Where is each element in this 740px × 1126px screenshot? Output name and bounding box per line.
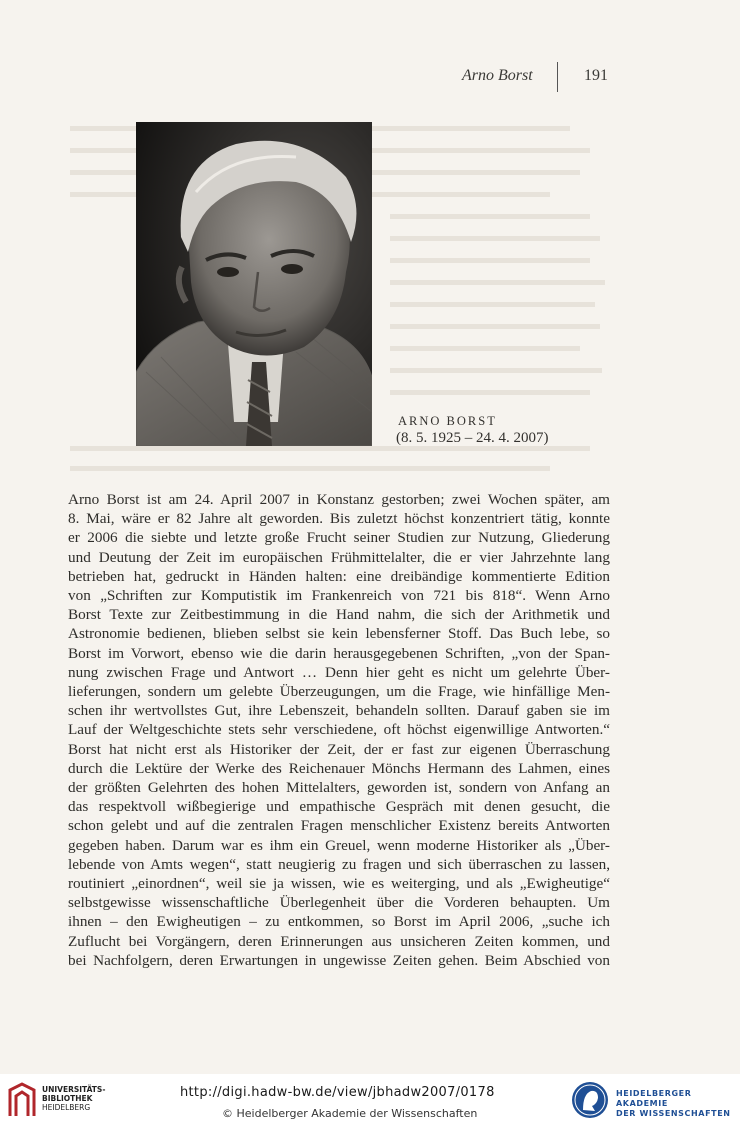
body-line: bei Nachfolgern, deren Erwartungen in ungewisse Zeiten gehen. Beim Abschied von [68,951,610,969]
body-line: Lauf der Weltgeschichte stets sehr verschiedene, oft höchst eigenwillige Antworten.“ [68,721,610,739]
body-line: ihnen – den Ewigheutigen – zu entkommen, so Borst im April 2006, „suche ich [68,913,610,931]
body-line: lebende von Amts wegen“, statt neugierig zu fragen und sich überraschen zu lassen, [68,855,610,873]
academy-seal-icon[interactable] [571,1080,609,1120]
body-line: Arno Borst ist am 24. April 2007 in Konstanz gestorben; zwei Wochen später, am [68,491,610,508]
copyright-notice: © Heidelberger Akademie der Wissenschaften [222,1107,478,1120]
body-line: Zuflucht bei Vorgängern, deren Erinnerungen aus unsicheren Zeiten kommen, und [68,932,610,950]
body-line: schen ihr wertvollstes Gut, ihre Lebenszeit, behandeln sollten. Darauf gaben sie im [68,702,610,720]
body-line: gegeben haben. Darum war es ihm ein Greuel, wenn moderne Historiker als „Über- [68,836,610,854]
body-line: selbstgewisse wissenschaftliche Überlegenheit über die Vorderen behaupten. Um [68,894,610,912]
portrait-photo [136,122,372,446]
body-line: das respektvoll wißbegierige und empathische Gespräch mit denen gesucht, die [68,798,610,816]
caption-name: ARNO BORST [398,414,497,428]
university-library-name[interactable] [42,1085,105,1112]
library-line: UNIVERSITÄTS- [42,1085,106,1094]
caption-dates: (8. 5. 1925 – 24. 4. 2007) [396,430,549,446]
body-line: von „Schriften zur Komputistik im Frankenreich von 721 bis 818“. Wenn Arno [68,587,610,605]
footer-bar [0,1074,740,1126]
body-line: Borst Texte zur Zeitbestimmung in die Hand nahm, die sich der Arithmetik und [68,606,610,624]
body-line: lieferungen, sondern um gelebte Überzeugungen, um die Frage, wie hinfällige Men- [68,683,610,701]
academy-line: DER WISSENSCHAFTEN [616,1109,731,1118]
permalink-url[interactable]: http://digi.hadw-bw.de/view/jbhadw2007/0178 [180,1085,495,1100]
page-number: 191 [584,67,608,84]
library-line: BIBLIOTHEK [42,1094,93,1103]
body-line: der größten Gelehrten des hohen Mittelalters, geworden ist, sondern von Anfang an [68,779,610,797]
body-line: schon gelebt und auf die zentralen Fragen menschlicher Existenz bereits Antworten [68,817,610,835]
body-line: 8. Mai, wäre er 82 Jahre alt geworden. Bis zuletzt höchst konzentriert tätig, konnte [68,510,610,528]
academy-name[interactable] [616,1089,740,1119]
body-line: durch die Lektüre der Werke des Reichenauer Mönchs Hermann des Lahmen, eines [68,759,610,777]
university-library-logo-icon[interactable] [8,1082,36,1118]
body-line: er 2006 die siebte und letzte große Frucht seiner Studien zur Nutzung, Gliederung [68,529,610,547]
academy-line: HEIDELBERGER AKADEMIE [616,1089,692,1108]
body-line: nung zwischen Frage und Antwort … Denn hier geht es nicht um gelehrte Über- [68,663,610,681]
library-line: HEIDELBERG [42,1103,91,1112]
body-line: routiniert „einordnen“, weil sie ja wissen, wie es weiterging, und als „Ewigheutige“ [68,875,610,893]
running-header-title: Arno Borst [462,67,533,84]
body-line: betrieben hat, gedruckt in Händen halten: eine dreibändige kommentierte Edition [68,567,610,585]
body-line: Astronomie bedienen, blieben selbst sie kein lebensferner Stoff. Das Buch lebe, so [68,625,610,643]
header-divider [557,62,558,92]
portrait-illustration [136,122,372,446]
obituary-body-text [68,490,610,970]
body-line: und Deutung der Zeit im europäischen Frühmittelalter, die er vier Jahrzehnte lang [68,548,610,566]
body-line: Borst hat nicht erst als Historiker der Zeit, der er fast zur eigenen Überraschung [68,740,610,758]
body-line: Borst im Vorwort, ebenso wie die darin herausgegebenen Schriften, „von der Span- [68,644,610,662]
